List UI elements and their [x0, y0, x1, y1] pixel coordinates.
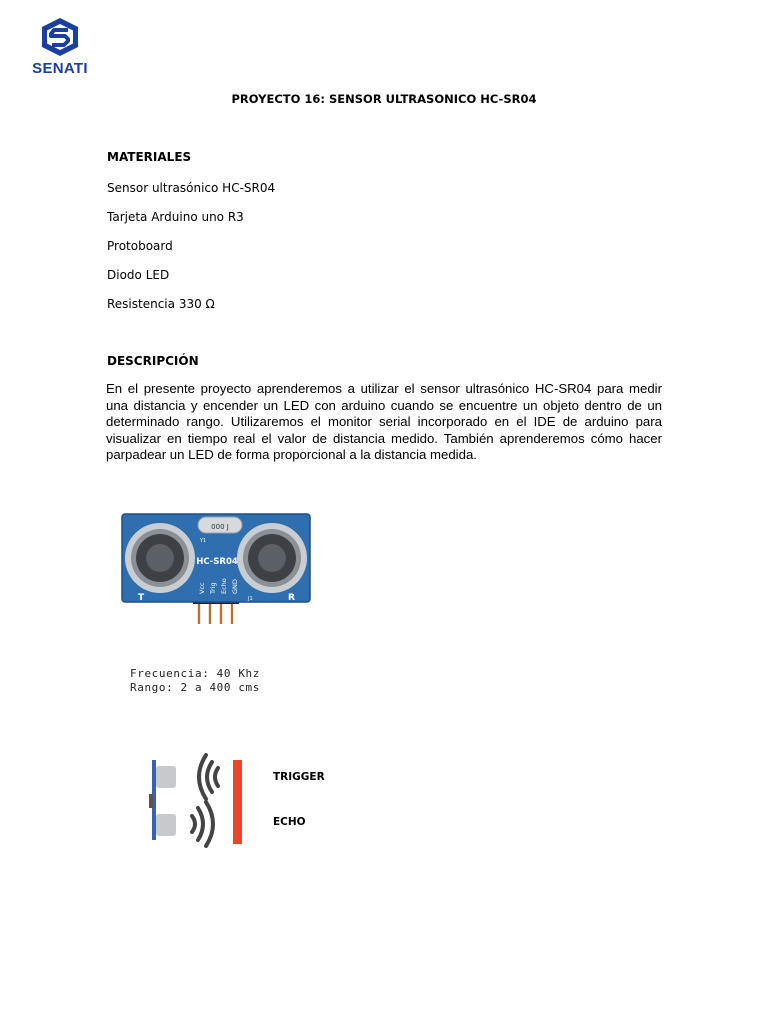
- receiver-label: R: [288, 593, 295, 603]
- echo-label: ECHO: [273, 816, 306, 828]
- material-item: Protoboard: [107, 239, 173, 253]
- trigger-echo-diagram: [146, 748, 256, 852]
- transmitter-cylinder-icon: [156, 766, 176, 788]
- crystal-label: 000 J: [211, 523, 229, 531]
- pin-label-vcc: Vcc: [198, 582, 206, 594]
- description-text: En el presente proyecto aprenderemos a utilizar el sensor ultrasónico HC-SR04 para medir una distancia y encender un LED con arduino cuando se encuentre un objeto dentro de un determinado rango. Utilizaremos el monitor serial incorporado en el IDE de arduino para visualizar en tiempo real el valor de distancia medido. También aprenderemos cómo hacer parpadear un LED de forma proporcional a la distancia medida.: [106, 381, 662, 463]
- pin-label-gnd: GND: [231, 579, 239, 594]
- range-spec: Rango: 2 a 400 cms: [130, 681, 261, 694]
- description-heading: DESCRIPCIÓN: [107, 354, 199, 368]
- receiver-cylinder-icon: [156, 814, 176, 836]
- transmitter-label: T: [138, 593, 145, 603]
- hc-sr04-sensor-image: [120, 512, 312, 630]
- page-title: PROYECTO 16: SENSOR ULTRASONICO HC-SR04: [231, 92, 537, 106]
- material-item: Diodo LED: [107, 268, 170, 282]
- materials-heading: MATERIALES: [107, 150, 192, 164]
- logo-text: SENATI: [32, 60, 88, 77]
- material-item: Tarjeta Arduino uno R3: [107, 210, 244, 224]
- pin-label-trig: Trig: [209, 582, 217, 594]
- y1-label: Y1: [200, 538, 207, 544]
- material-item: Resistencia 330 Ω: [107, 297, 215, 311]
- j1-label: J1: [248, 596, 253, 602]
- trigger-label: TRIGGER: [273, 771, 325, 783]
- obstacle-bar: [233, 760, 242, 844]
- trigger-wave-icon: [199, 755, 218, 799]
- material-item: Sensor ultrasónico HC-SR04: [107, 181, 276, 195]
- senati-emblem-icon: [28, 14, 92, 60]
- echo-wave-icon: [192, 802, 213, 846]
- senati-logo: [28, 14, 92, 80]
- model-label: HC-SR04: [196, 557, 238, 567]
- pin-label-echo: Echo: [220, 578, 228, 594]
- frequency-spec: Frecuencia: 40 Khz: [130, 667, 261, 680]
